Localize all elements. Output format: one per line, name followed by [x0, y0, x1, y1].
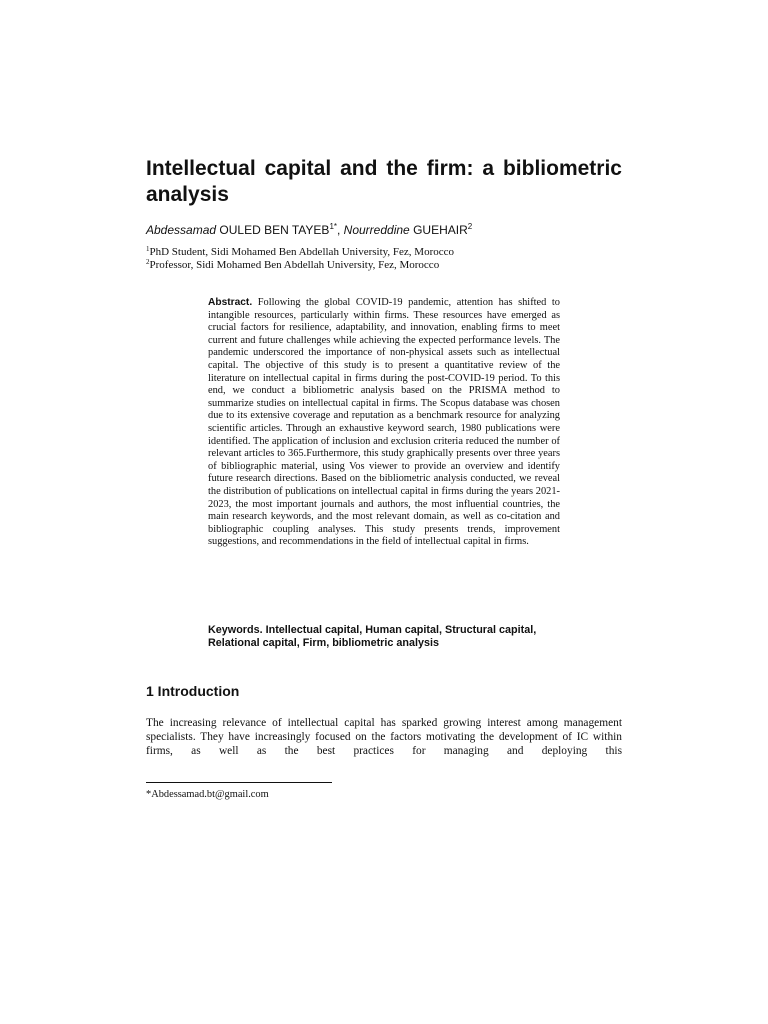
keywords: Keywords. Intellectual capital, Human capital, Structural capital, Relational capital, Firm, bibliometric analysis: [208, 624, 537, 649]
affiliation-2-text: Professor, Sidi Mohamed Ben Abdellah University, Fez, Morocco: [149, 259, 440, 271]
affiliation-1-text: PhD Student, Sidi Mohamed Ben Abdellah University, Fez, Morocco: [149, 246, 455, 258]
abstract-label: Abstract.: [208, 297, 253, 308]
affiliations: [146, 246, 622, 272]
author-line: [146, 222, 622, 238]
footnote-email: *Abdessamad.bt@gmail.com: [146, 789, 269, 800]
paper-page: [146, 0, 622, 1024]
affiliation-2-mark: 2: [146, 258, 150, 266]
author-1-family-name: OULED BEN TAYEB: [219, 223, 330, 237]
author-1-given-name: Abdessamad: [146, 223, 217, 237]
author-2-family-name: GUEHAIR: [413, 223, 468, 237]
abstract-text: Following the global COVID-19 pandemic, attention has shifted to intangible resources, particularly within firms. These resources have emerged as crucial factors for resilience, adaptability, and innovation, enabling firms to meet current and future challenges while achieving the expected performance levels. The pandemic underscored the importance of non-physical assets such as intellectual capital. The objective of this study is to present a quantitative review of the literature on intellectual capital in firms during the post-COVID-19 period. To this end, we conduct a bibliometric analysis based on the PRISMA method to summarize studies on intellectual capital in firms. The Scopus database was chosen due to its extensive coverage and reputation as a benchmark resource for analyzing scientific articles. Through an exhaustive keyword search, 1980 publications were identified. The application of inclusion and exclusion criteria reduced the number of relevant articles to 365.Furthermore, this study graphically presents over three years of bibliographic material, using Vos viewer to provide an overview and identify future research directions. Based on the bibliometric analysis conducted, we reveal the distribution of publications on intellectual capital in firms during the years 2021-2023, the most important journals and authors, the most influential countries, the main research keywords, and the most relevant domain, as well as co-citation and bibliographic coupling analyses. This study presents trends, improvement suggestions, and recommendations in the field of intellectual capital in firms.: [208, 297, 560, 548]
affiliation-2: [146, 259, 622, 272]
affiliation-1-mark: 1: [146, 245, 150, 253]
paper-title: Intellectual capital and the firm: a bibliometric analysis: [146, 157, 622, 206]
footnote-divider: [146, 782, 332, 783]
affiliation-1: [146, 246, 622, 259]
abstract: [208, 297, 560, 549]
author-separator: ,: [337, 223, 344, 237]
author-2-marks: 2: [467, 222, 473, 231]
author-1-marks: 1*: [329, 222, 337, 231]
author-2-given-name: Nourreddine: [343, 223, 410, 237]
section-heading-introduction: 1 Introduction: [146, 683, 240, 699]
introduction-paragraph: The increasing relevance of intellectual capital has sparked growing interest among management specialists. They have increasingly focused on the factors motivating the development of IC within firms, as well as the best practices for managing and deploying this: [146, 717, 622, 757]
